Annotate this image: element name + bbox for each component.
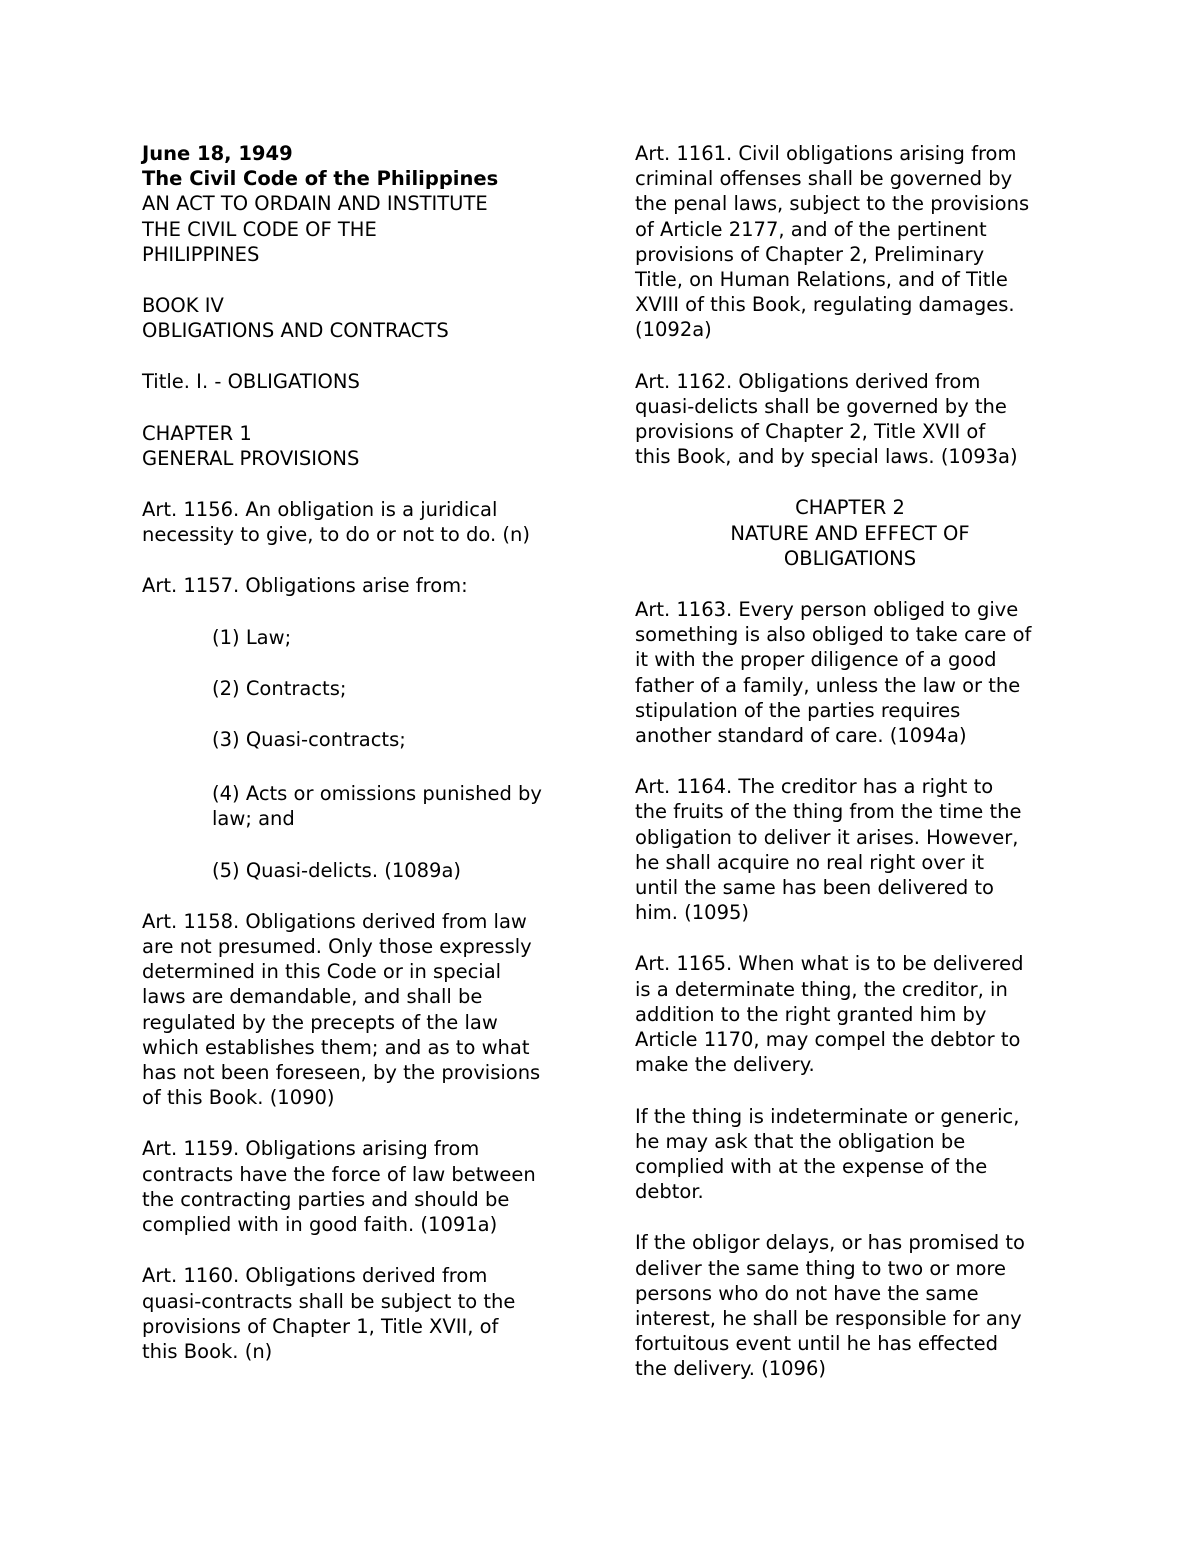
article-line: necessity to give, to do or not to do. (n) <box>142 523 530 547</box>
list-item-text: (2) Contracts; <box>212 676 347 700</box>
article-line: this Book. (n) <box>142 1339 273 1363</box>
article-line: the contracting parties and should be <box>142 1187 510 1211</box>
title-heading: Title. I. - OBLIGATIONS <box>142 370 360 394</box>
article-line: provisions of Chapter 1, Title XVII, of <box>142 1314 499 1338</box>
article-line: interest, he shall be responsible for any <box>635 1306 1022 1330</box>
article-line: Article 1170, may compel the debtor to <box>635 1028 1021 1052</box>
article-line: provisions of Chapter 2, Preliminary <box>635 242 985 266</box>
article-line: make the delivery. <box>635 1053 815 1077</box>
article-line: complied with in good faith. (1091a) <box>142 1213 498 1237</box>
article-line: provisions of Chapter 2, Title XVII of <box>635 420 986 444</box>
document-header <box>142 141 582 267</box>
article-intro: Art. 1157. Obligations arise from: <box>142 574 468 598</box>
article-line: complied with at the expense of the <box>635 1154 988 1178</box>
article-line: debtor. <box>635 1180 704 1204</box>
list-item-text: (4) Acts or omissions punished by <box>212 782 542 806</box>
article-line: something is also obliged to take care of <box>635 623 1032 647</box>
article-line: deliver the same thing to two or more <box>635 1256 1006 1280</box>
article-line: obligation to deliver it arises. However, <box>635 825 1019 849</box>
book-number: BOOK IV <box>142 294 224 318</box>
article-line: regulated by the precepts of the law <box>142 1010 498 1034</box>
article-line: him. (1095) <box>635 901 750 925</box>
article-line: addition to the right granted him by <box>635 1002 987 1026</box>
article-1164 <box>635 774 1065 925</box>
article-line: Art. 1162. Obligations derived from <box>635 369 981 393</box>
article-1157 <box>142 573 582 882</box>
article-line: laws are demandable, and shall be <box>142 985 483 1009</box>
list-item <box>142 676 582 701</box>
article-line: another standard of care. (1094a) <box>635 724 967 748</box>
list-item-text: (5) Quasi-delicts. (1089a) <box>212 858 462 882</box>
chapter-number: CHAPTER 2 <box>795 496 905 520</box>
list-item-text: law; and <box>212 807 295 831</box>
article-line: is a determinate thing, the creditor, in <box>635 977 1008 1001</box>
article-line: the penal laws, subject to the provisions <box>635 192 1030 216</box>
article-line: of Article 2177, and of the pertinent <box>635 217 987 241</box>
article-line: which establishes them; and as to what <box>142 1035 530 1059</box>
article-line: he may ask that the obligation be <box>635 1129 966 1153</box>
paragraph <box>635 1104 1065 1205</box>
article-line: until the same has been delivered to <box>635 876 994 900</box>
article-line: Art. 1160. Obligations derived from <box>142 1264 488 1288</box>
article-line: determined in this Code or in special <box>142 960 502 984</box>
article-1162 <box>635 369 1065 470</box>
article-line: persons who do not have the same <box>635 1281 979 1305</box>
list-item <box>142 625 582 650</box>
article-line: contracts have the force of law between <box>142 1162 536 1186</box>
article-line: XVIII of this Book, regulating damages. <box>635 293 1015 317</box>
chapter-1-heading <box>142 421 582 471</box>
chapter-name: OBLIGATIONS <box>783 546 917 570</box>
list-item <box>142 858 582 883</box>
article-line: he shall acquire no real right over it <box>635 850 985 874</box>
article-1160 <box>142 1263 582 1364</box>
list-item <box>142 781 582 831</box>
article-line: Art. 1161. Civil obligations arising from <box>635 142 1017 165</box>
article-line: are not presumed. Only those expressly <box>142 935 532 959</box>
article-1165 <box>635 951 1065 1381</box>
act-title-line: AN ACT TO ORDAIN AND INSTITUTE <box>142 192 488 216</box>
article-1163 <box>635 597 1065 748</box>
chapter-number: CHAPTER 1 <box>142 421 252 445</box>
article-line: has not been foreseen, by the provisions <box>142 1061 541 1085</box>
article-line: Art. 1158. Obligations derived from law <box>142 909 527 933</box>
article-line: quasi-delicts shall be governed by the <box>635 394 1007 418</box>
article-line: Art. 1159. Obligations arising from <box>142 1137 480 1161</box>
left-column <box>142 141 582 1364</box>
article-line: If the thing is indeterminate or generic, <box>635 1104 1020 1128</box>
code-title: The Civil Code of the Philippines <box>142 167 499 191</box>
paragraph <box>635 1230 1065 1381</box>
article-line: stipulation of the parties requires <box>635 698 961 722</box>
chapter-name: NATURE AND EFFECT OF <box>730 521 970 545</box>
document-date: June 18, 1949 <box>142 142 293 165</box>
article-line: Art. 1163. Every person obliged to give <box>635 598 1019 622</box>
article-1156 <box>142 497 582 547</box>
article-line: (1092a) <box>635 318 712 342</box>
chapter-2-heading <box>635 495 1065 571</box>
book-heading <box>142 293 582 343</box>
article-line: Title, on Human Relations, and of Title <box>635 268 1008 292</box>
book-name: OBLIGATIONS AND CONTRACTS <box>142 319 449 343</box>
article-1158 <box>142 909 582 1111</box>
right-column <box>635 141 1065 1382</box>
paragraph <box>635 951 1065 1077</box>
list-item <box>142 727 582 752</box>
article-line: If the obligor delays, or has promised to <box>635 1231 1025 1255</box>
article-line: Art. 1165. When what is to be delivered <box>635 952 1024 976</box>
article-1159 <box>142 1136 582 1237</box>
article-line: the delivery. (1096) <box>635 1357 826 1381</box>
article-1161 <box>635 141 1065 343</box>
article-line: this Book, and by special laws. (1093a) <box>635 445 1018 469</box>
article-line: Art. 1164. The creditor has a right to <box>635 775 994 799</box>
list-item-text: (3) Quasi-contracts; <box>212 728 406 752</box>
act-title-line: PHILIPPINES <box>142 242 260 266</box>
article-line: it with the proper diligence of a good <box>635 648 997 672</box>
article-line: fortuitous event until he has effected <box>635 1332 999 1356</box>
list-item-text: (1) Law; <box>212 625 292 649</box>
article-line: the fruits of the thing from the time the <box>635 800 1022 824</box>
chapter-name: GENERAL PROVISIONS <box>142 446 360 470</box>
article-line: criminal offenses shall be governed by <box>635 167 1013 191</box>
article-line: Art. 1156. An obligation is a juridical <box>142 498 498 522</box>
act-title-line: THE CIVIL CODE OF THE <box>142 217 377 241</box>
article-line: quasi-contracts shall be subject to the <box>142 1289 516 1313</box>
article-line: of this Book. (1090) <box>142 1086 335 1110</box>
article-line: father of a family, unless the law or the <box>635 673 1021 697</box>
